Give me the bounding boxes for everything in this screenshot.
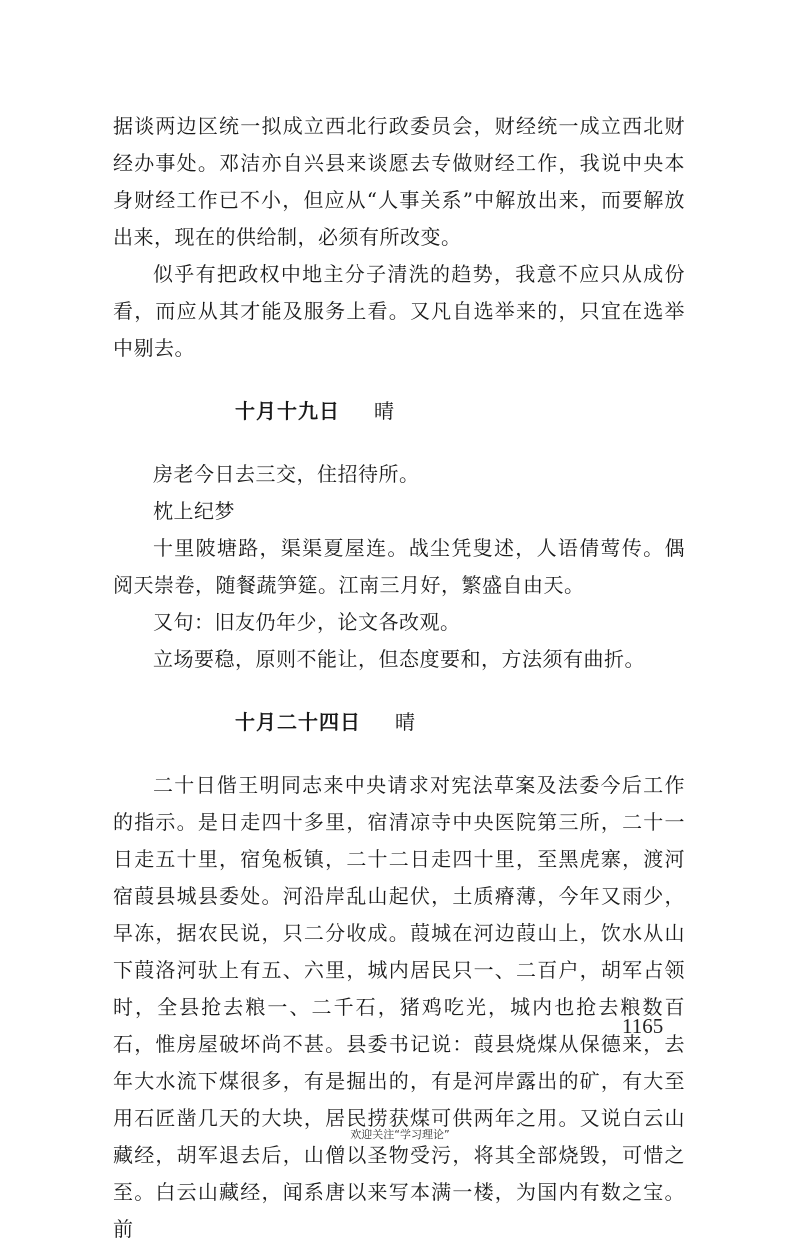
paragraph: 立场要稳，原则不能让，但态度要和，方法须有曲折。: [153, 647, 645, 671]
entry-weather: 晴: [374, 399, 395, 423]
entry-weather: 晴: [395, 710, 416, 734]
poem-text: 十里陂塘路，渠渠夏屋连。战尘凭叟述，人语倩莺传。偶阅天崇卷，随餐蔬笋筵。江南三月好，繁盛自由天。: [113, 536, 685, 597]
entry-date: 十月二十四日: [235, 710, 361, 734]
paragraph: 又句：旧友仍年少，论文各改观。: [153, 610, 461, 634]
text-body: [113, 108, 685, 1248]
paragraph: 二十日偕王明同志来中央请求对宪法草案及法委今后工作的指示。是日走四十多里，宿清凉寺中央医院第三所，二十一日走五十里，宿兔板镇，二十二日走四十里，至黑虎寨，渡河宿葭县城县委处。河沿岸乱山起伏，土质瘠薄，今年又雨少，早冻，据农民说，只二分收成。葭城在河边葭山上，饮水从山下葭洛河驮上有五、六里，城内居民只一、二百户，胡军占领时，全县抢去粮一、二千石，猪鸡吃光，城内也抢去粮数百石，惟房屋破坏尚不甚。县委书记说：葭县烧煤从保德来，去年大水流下煤很多，有是掘出的，有是河岸露出的矿，有大至用石匠凿几天的大块，居民捞获煤可供两年之用。又说白云山藏经，胡军退去后，山僧以圣物受污，将其全部烧毁，可惜之至。白云山藏经，闻系唐以来写本满一楼，为国内有数之宝。前: [113, 773, 685, 1241]
paragraph: 据谈两边区统一拟成立西北行政委员会，财经统一成立西北财经办事处。邓洁亦自兴县来谈愿去专做财经工作，我说中央本身财经工作已不小，但应从“人事关系”中解放出来，而要解放出来，现在的供给制，必须有所改变。: [113, 114, 685, 249]
paragraph: 似乎有把政权中地主分子清洗的趋势，我意不应只从成份看，而应从其才能及服务上看。又凡自选举来的，只宜在选举中剔去。: [113, 262, 685, 360]
entry-date: 十月十九日: [235, 399, 340, 423]
poem-title: 枕上纪梦: [153, 499, 235, 523]
section-heading: [235, 704, 685, 741]
section-heading: [235, 393, 685, 430]
footer-note: 欢迎关注“学习理论”: [350, 1128, 450, 1141]
page-number: 1165: [622, 1014, 664, 1038]
paragraph: 房老今日去三交，住招待所。: [153, 462, 420, 486]
